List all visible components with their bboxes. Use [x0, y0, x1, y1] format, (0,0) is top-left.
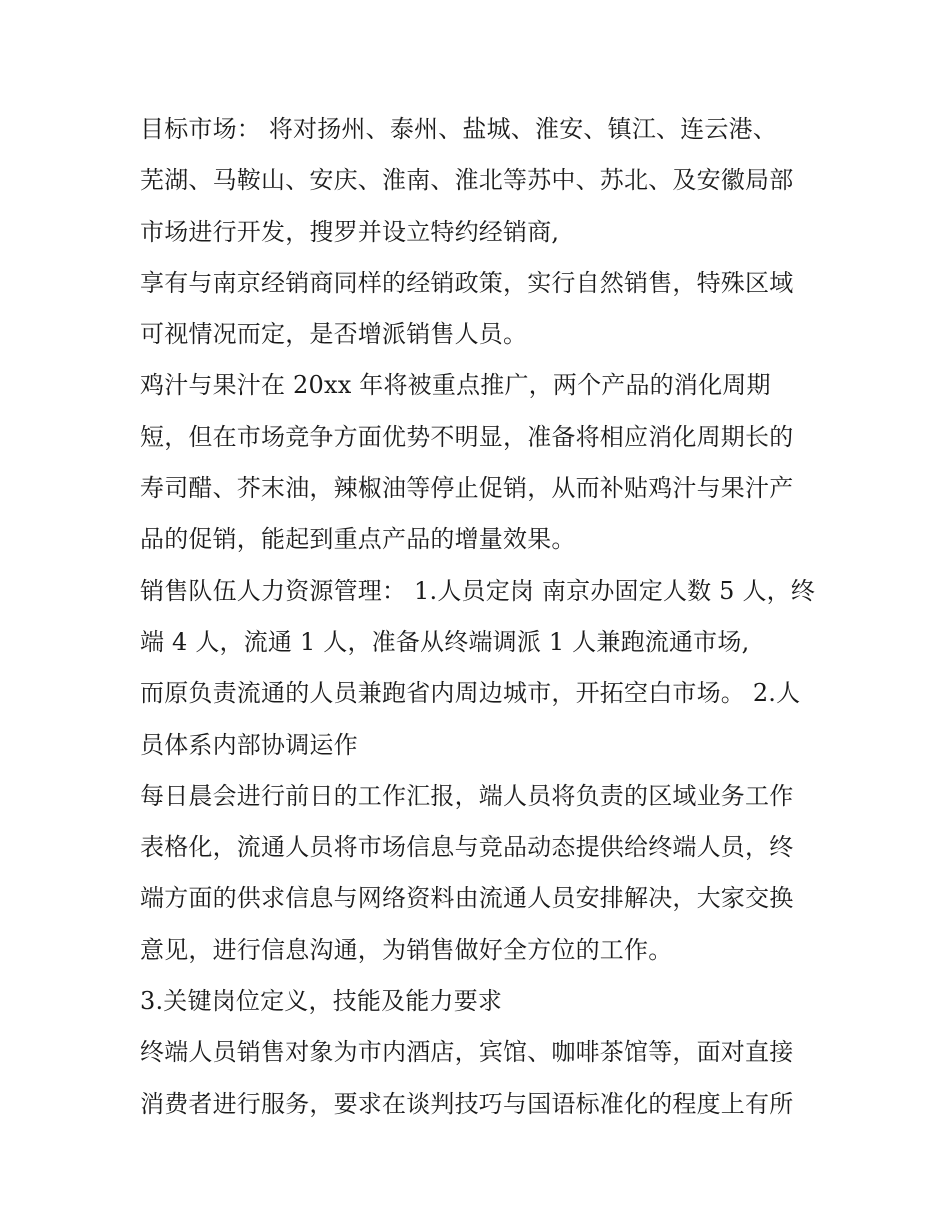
text-line: 短，但在市场竞争方面优势不明显，准备将相应消化周期长的 — [140, 422, 794, 451]
text-line: 鸡汁与果汁在 20xx 年将被重点推广，两个产品的消化周期 — [140, 371, 771, 400]
text-line: 表格化，流通人员将市场信息与竞品动态提供给终端人员，终 — [140, 833, 794, 862]
text-line: 端方面的供求信息与网络资料由流通人员安排解决，大家交换 — [140, 884, 794, 913]
text-line: 市场进行开发，搜罗并设立特约经销商, — [140, 217, 560, 246]
text-line: 每日晨会进行前日的工作汇报，端人员将负责的区域业务工作 — [140, 781, 794, 810]
text-line: 而原负责流通的人员兼跑省内周边城市，开拓空白市场。 2.人 — [140, 679, 801, 708]
text-line: 3.关键岗位定义，技能及能力要求 — [140, 987, 503, 1016]
text-line: 寿司醋、芥末油，辣椒油等停止促销，从而补贴鸡汁与果汁产 — [140, 474, 794, 503]
text-line: 可视情况而定，是否增派销售人员。 — [140, 320, 528, 349]
text-line: 端 4 人，流通 1 人，准备从终端调派 1 人兼跑流通市场, — [140, 627, 750, 656]
document-body — [140, 104, 820, 1130]
text-line: 员体系内部协调运作 — [140, 730, 358, 759]
text-line: 目标市场： 将对扬州、泰州、盐城、淮安、镇江、连云港、 — [140, 115, 778, 143]
text-line: 意见，进行信息沟通，为销售做好全方位的工作。 — [140, 935, 673, 964]
text-line: 销售队伍人力资源管理： 1.人员定岗 南京办固定人数 5 人，终 — [140, 576, 816, 605]
text-line: 消费者进行服务，要求在谈判技巧与国语标准化的程度上有所 — [140, 1089, 794, 1118]
text-line: 品的促销，能起到重点产品的增量效果。 — [140, 525, 576, 554]
text-line: 终端人员销售对象为市内酒店，宾馆、咖啡茶馆等，面对直接 — [140, 1038, 794, 1067]
text-line: 芜湖、马鞍山、安庆、淮南、淮北等苏中、苏北、及安徽局部 — [140, 166, 794, 195]
text-line: 享有与南京经销商同样的经销政策，实行自然销售，特殊区域 — [140, 268, 794, 297]
